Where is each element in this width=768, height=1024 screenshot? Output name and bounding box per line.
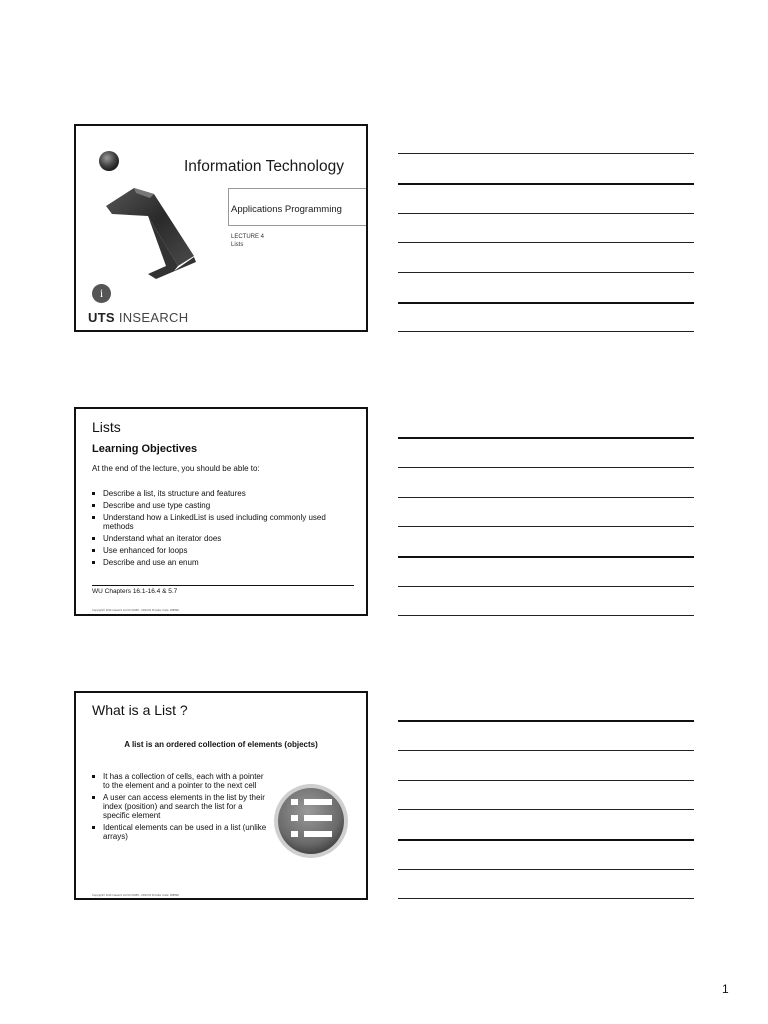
note-line	[398, 242, 694, 243]
list-item: Describe a list, its structure and features	[92, 489, 357, 498]
list-icon	[274, 777, 348, 867]
logo-insearch: INSEARCH	[118, 310, 189, 325]
slide-1-title	[74, 124, 368, 332]
note-line	[398, 586, 694, 587]
list-item: It has a collection of cells, each with a pointer to the element and a pointer to the next cell	[92, 772, 268, 790]
note-line	[398, 809, 694, 810]
note-line	[398, 153, 694, 154]
slide-3-title: What is a List ?	[92, 702, 188, 718]
lecture-topic: Lists	[231, 242, 244, 248]
list-item: A user can access elements in the list by their index (position) and search the list for a specific element	[92, 793, 268, 820]
slide-2-intro: At the end of the lecture, you should be able to:	[92, 464, 260, 473]
slide-1-subtitle: Applications Programming	[231, 204, 342, 215]
copyright-notice: Copyright© 2016 Insearch Ltd UK 00465 - CRICOS Provider Code: 00859D	[92, 609, 179, 612]
divider	[92, 585, 354, 586]
lecture-number: LECTURE 4	[231, 234, 265, 240]
note-line	[398, 183, 694, 185]
logo-uts: UTS	[88, 310, 115, 325]
note-line	[398, 898, 694, 899]
chapter-reference: WU Chapters 16.1-16.4 & 5.7	[92, 588, 178, 595]
note-line	[398, 467, 694, 468]
numeral-one-graphic	[76, 126, 366, 331]
note-line	[398, 720, 694, 722]
copyright-notice: Copyright© 2016 Insearch Ltd UK 00465 - CRICOS Provider Code: 00859D	[92, 894, 179, 897]
list-item: Understand what an iterator does	[92, 534, 357, 543]
note-line	[398, 526, 694, 527]
slide-3-what-is-list	[74, 691, 368, 900]
note-line	[398, 497, 694, 498]
slide-2-subtitle: Learning Objectives	[92, 443, 198, 455]
objectives-list	[92, 489, 357, 570]
uts-insearch-logo	[88, 310, 188, 325]
slide-2-title: Lists	[92, 419, 121, 435]
list-definition: A list is an ordered collection of elements (objects)	[124, 740, 318, 749]
list-item: Identical elements can be used in a list (unlike arrays)	[92, 823, 268, 841]
list-item: Use enhanced for loops	[92, 546, 357, 555]
list-item: Describe and use type casting	[92, 501, 357, 510]
note-line	[398, 750, 694, 751]
page-number: 1	[722, 982, 729, 996]
list-item: Describe and use an enum	[92, 558, 357, 567]
note-line	[398, 615, 694, 616]
note-line	[398, 780, 694, 781]
list-facts	[92, 772, 268, 844]
info-icon: i	[92, 284, 111, 303]
slide-1-title-text: Information Technology	[184, 158, 344, 175]
note-line	[398, 213, 694, 214]
note-line	[398, 437, 694, 439]
note-line	[398, 302, 694, 304]
slide-2-objectives	[74, 407, 368, 616]
note-line	[398, 839, 694, 841]
note-line	[398, 272, 694, 273]
note-line	[398, 331, 694, 332]
note-line	[398, 869, 694, 870]
list-item: Understand how a LinkedList is used including commonly used methods	[92, 513, 357, 531]
note-line	[398, 556, 694, 558]
